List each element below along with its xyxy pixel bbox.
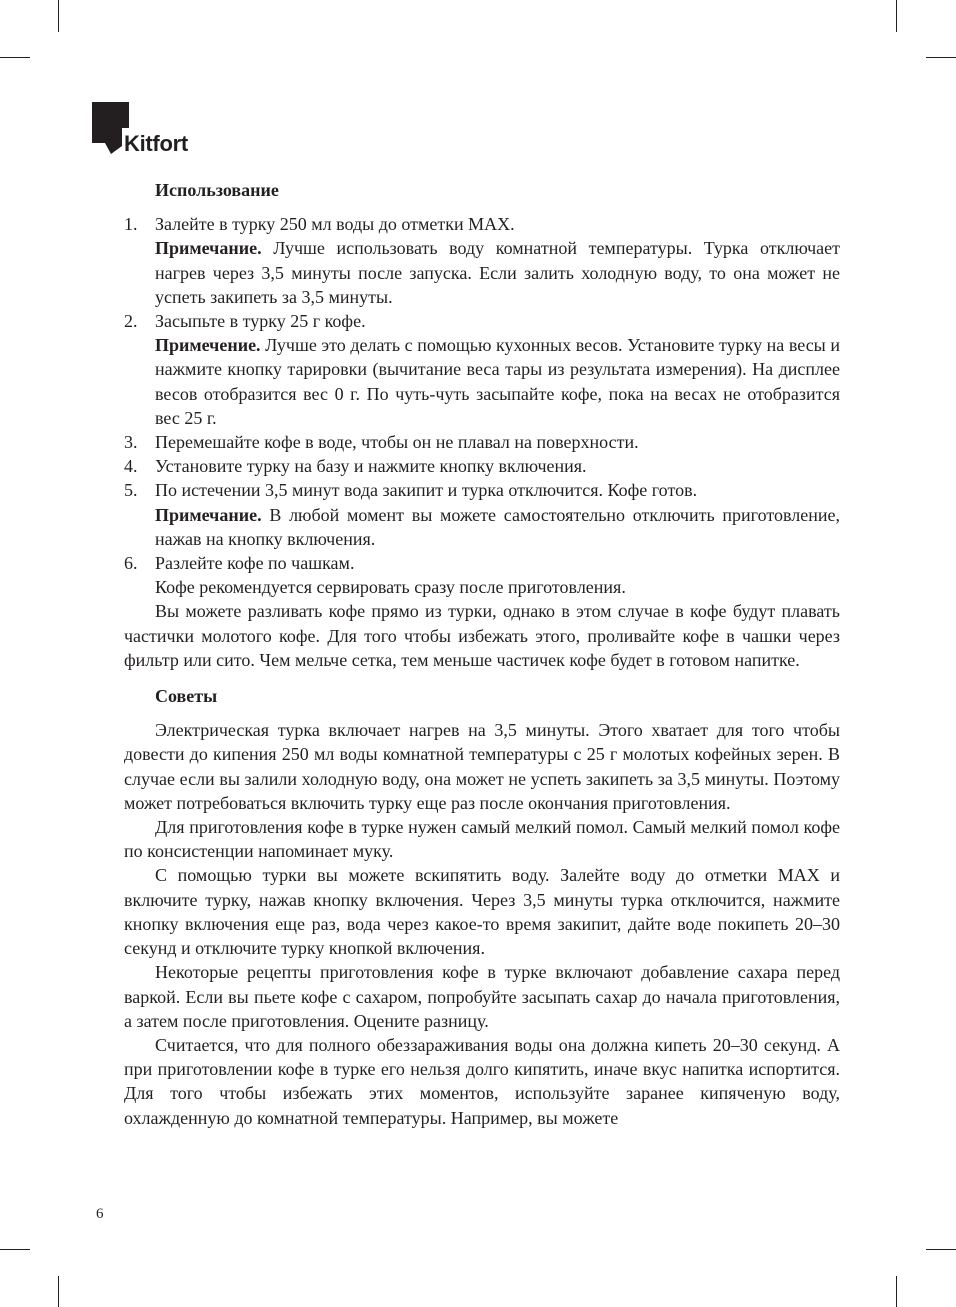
page-content bbox=[124, 178, 840, 1130]
note-text: Лучше это делать с помощью кухонных весов. Установите турку на весы и нажмите кнопку тарировки (вычитание веса тары из результата измерения). На дисплее весов отобразится вес 0 г. По чуть-чуть засыпайте кофе, пока на весах не отобразится вес 25 г. bbox=[155, 335, 840, 428]
note-label: Примечание. bbox=[155, 238, 262, 259]
step-number: 1. bbox=[124, 214, 138, 235]
list-item bbox=[124, 454, 840, 478]
crop-mark-top-left-horizontal bbox=[0, 57, 30, 58]
note-text: В любой момент вы можете самостоятельно отключить приготовление, нажав на кнопку включения. bbox=[155, 504, 840, 549]
step-number: 6. bbox=[124, 553, 138, 574]
crop-mark-top-left-vertical bbox=[58, 0, 59, 32]
crop-mark-bottom-right-horizontal bbox=[926, 1249, 956, 1250]
usage-steps-list bbox=[124, 212, 840, 599]
crop-mark-bottom-left-horizontal bbox=[0, 1249, 30, 1250]
step-text: Залейте в турку 250 мл воды до отметки MAX. bbox=[155, 214, 515, 235]
usage-closing-paragraph: Вы можете разливать кофе прямо из турки, однако в этом случае в кофе будут плавать частички молотого кофе. Для того чтобы избежать этого, проливайте кофе в чашки через фильтр или сито. Чем мельче сетка, тем меньше частичек кофе будет в готовом напитке. bbox=[124, 601, 840, 670]
step-note bbox=[155, 333, 840, 430]
tips-paragraph: Для приготовления кофе в турке нужен самый мелкий помол. Самый мелкий помол кофе по консистенции напоминает муку. bbox=[124, 817, 840, 862]
step-note bbox=[155, 236, 840, 309]
step-text: Разлейте кофе по чашкам. bbox=[155, 553, 355, 574]
step-number: 4. bbox=[124, 456, 138, 477]
tips-heading: Советы bbox=[155, 686, 218, 707]
step-number: 5. bbox=[124, 480, 138, 501]
step-text: Перемешайте кофе в воде, чтобы он не плавал на поверхности. bbox=[155, 432, 639, 453]
note-label: Примечение. bbox=[155, 335, 261, 356]
crop-mark-bottom-right-vertical bbox=[896, 1276, 897, 1307]
crop-mark-bottom-left-vertical bbox=[58, 1276, 59, 1307]
tips-paragraph: Считается, что для полного обеззараживания воды она должна кипеть 20–30 секунд. А при приготовлении кофе в турке его нельзя долго кипятить, иначе вкус напитка испортится. Для того чтобы избежать этих моментов, используйте заранее кипяченую воду, охлажденную до комнатной температуры. Например, вы можете bbox=[124, 1034, 840, 1128]
tips-paragraph: Электрическая турка включает нагрев на 3,5 минуты. Этого хватает для того чтобы довести до кипения 250 мл воды комнатной температуры с 25 г молотых кофейных зерен. В случае если вы залили холодную воду, она может не успеть закипеть за 3,5 минуты. Поэтому может потребоваться включить турку еще раз после окончания приготовления. bbox=[124, 720, 840, 813]
step-extra-text: Кофе рекомендуется сервировать сразу после приготовления. bbox=[155, 577, 626, 598]
page-number: 6 bbox=[96, 1206, 104, 1222]
list-item bbox=[124, 430, 840, 454]
list-item bbox=[124, 212, 840, 309]
step-number: 2. bbox=[124, 311, 138, 332]
crop-mark-top-right-vertical bbox=[896, 0, 897, 32]
usage-heading: Использование bbox=[155, 180, 279, 200]
note-text: Лучше использовать воду комнатной температуры. Турка отключает нагрев через 3,5 минуты после запуска. Если залить холодную воду, то она может не успеть закипеть за 3,5 минуты. bbox=[155, 238, 840, 307]
crop-mark-top-right-horizontal bbox=[926, 57, 956, 58]
list-item bbox=[124, 551, 840, 599]
tips-paragraph: Некоторые рецепты приготовления кофе в турке включают добавление сахара перед варкой. Если вы пьете кофе с сахаром, попробуйте засыпать сахар до начала приготовления, а затем после приготовления. Оцените разницу. bbox=[124, 962, 840, 1031]
note-label: Примечание. bbox=[155, 504, 262, 525]
step-note bbox=[155, 503, 840, 551]
brand-name: Kitfort bbox=[124, 131, 188, 156]
tips-paragraph: С помощью турки вы можете вскипятить воду. Залейте воду до отметки MAX и включите турку, нажав кнопку включения. Через 3,5 минуты турка отключится, нажмите кнопку включения еще раз, вода через какое-то время закипит, дайте воде покипеть 20–30 секунд и отключите турку кнопкой включения. bbox=[124, 865, 840, 959]
list-item bbox=[124, 478, 840, 551]
list-item bbox=[124, 309, 840, 430]
step-text: Засыпьте в турку 25 г кофе. bbox=[155, 311, 366, 332]
step-text: По истечении 3,5 минут вода закипит и турка отключится. Кофе готов. bbox=[155, 480, 698, 501]
step-text: Установите турку на базу и нажмите кнопку включения. bbox=[155, 456, 587, 477]
step-number: 3. bbox=[124, 432, 138, 453]
